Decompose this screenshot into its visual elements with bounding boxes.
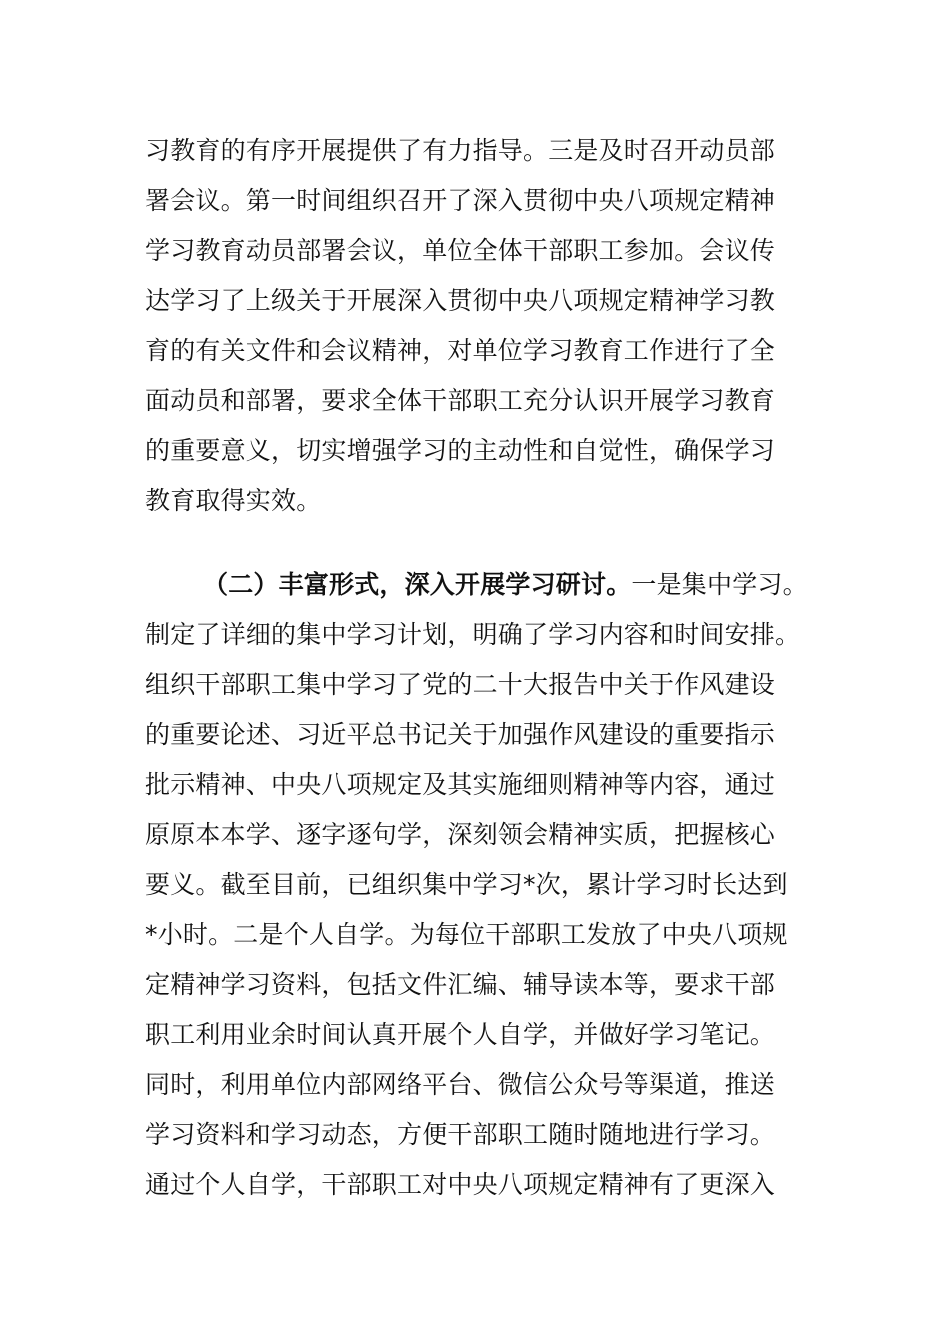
text-line: 育的有关文件和会议精神，对单位学习教育工作进行了全 bbox=[145, 336, 776, 365]
text-line: 达学习了上级关于开展深入贯彻中央八项规定精神学习教 bbox=[145, 286, 776, 315]
paragraph-meeting bbox=[145, 126, 810, 526]
text-line: 的重要论述、习近平总书记关于加强作风建设的重要指示 bbox=[145, 720, 776, 749]
text-line: 组织干部职工集中学习了党的二十大报告中关于作风建设 bbox=[145, 670, 776, 699]
paragraph-first-line bbox=[145, 560, 810, 610]
text-line: 署会议。第一时间组织召开了深入贯彻中央八项规定精神 bbox=[145, 186, 776, 215]
text-line: 同时，利用单位内部网络平台、微信公众号等渠道，推送 bbox=[145, 1070, 776, 1099]
text-line: 习教育的有序开展提供了有力指导。三是及时召开动员部 bbox=[145, 136, 776, 165]
text-line: 学习资料和学习动态，方便干部职工随时随地进行学习。 bbox=[145, 1120, 776, 1149]
text-line: 要义。截至目前，已组织集中学习*次，累计学习时长达到 bbox=[145, 870, 788, 899]
text-line: 定精神学习资料，包括文件汇编、辅导读本等，要求干部 bbox=[145, 970, 776, 999]
text-line: 通过个人自学，干部职工对中央八项规定精神有了更深入 bbox=[145, 1170, 776, 1199]
text-line: 批示精神、中央八项规定及其实施细则精神等内容，通过 bbox=[145, 770, 776, 799]
text-line: 的重要意义，切实增强学习的主动性和自觉性，确保学习 bbox=[145, 436, 776, 465]
text-line: 制定了详细的集中学习计划，明确了学习内容和时间安排。 bbox=[145, 620, 801, 649]
section-heading: （二）丰富形式，深入开展学习研讨。 bbox=[203, 570, 632, 599]
paragraph-study bbox=[145, 560, 810, 1210]
text-line: 面动员和部署，要求全体干部职工充分认识开展学习教育 bbox=[145, 386, 776, 415]
section-lead-text: 一是集中学习。 bbox=[631, 570, 808, 599]
text-line: *小时。二是个人自学。为每位干部职工发放了中央八项规 bbox=[145, 920, 788, 949]
text-line: 学习教育动员部署会议，单位全体干部职工参加。会议传 bbox=[145, 236, 776, 265]
text-line: 原原本本学、逐字逐句学，深刻领会精神实质，把握核心 bbox=[145, 820, 776, 849]
text-line: 职工利用业余时间认真开展个人自学，并做好学习笔记。 bbox=[145, 1020, 776, 1049]
text-line: 教育取得实效。 bbox=[145, 486, 322, 515]
